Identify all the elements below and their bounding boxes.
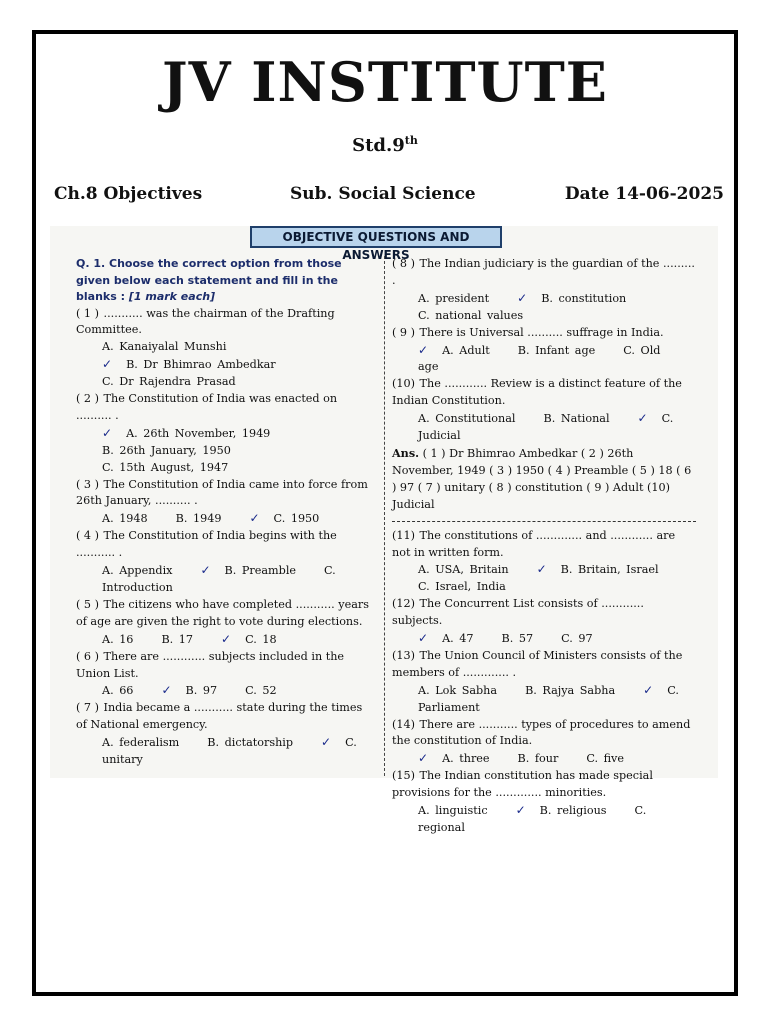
option-row bbox=[392, 579, 696, 596]
institute-title: JV INSTITUTE bbox=[162, 50, 608, 114]
option-text: A. Appendix bbox=[102, 564, 173, 578]
option-row bbox=[76, 356, 372, 374]
scanned-worksheet bbox=[50, 226, 718, 834]
option-text: C. five bbox=[586, 752, 624, 766]
option-row bbox=[392, 802, 696, 837]
option-text: B. religious bbox=[539, 804, 607, 818]
option-text: B. Britain, Israel bbox=[560, 563, 659, 577]
std-text: Std.9 bbox=[352, 135, 405, 156]
option-row bbox=[76, 734, 372, 769]
tick-icon: ✓ bbox=[102, 357, 113, 372]
question-text bbox=[76, 700, 372, 734]
option-text: C. regional bbox=[418, 804, 647, 834]
option bbox=[418, 684, 511, 697]
option-text: A. Lok Sabha bbox=[418, 683, 498, 697]
option-text: B. 1949 bbox=[175, 512, 222, 526]
option bbox=[102, 375, 250, 388]
tick-icon: ✓ bbox=[249, 511, 260, 526]
option bbox=[418, 309, 537, 322]
question-item bbox=[76, 649, 372, 701]
option-text: B. four bbox=[517, 752, 559, 766]
question-number: (10) bbox=[392, 377, 415, 391]
option-text: C. Dr Rajendra Prasad bbox=[102, 375, 236, 389]
tick-icon: ✓ bbox=[418, 631, 429, 646]
option-text: C. unitary bbox=[102, 736, 357, 767]
option-row bbox=[392, 410, 696, 445]
question-item bbox=[392, 648, 696, 717]
option bbox=[517, 292, 640, 305]
question-stem: The Indian judiciary is the guardian of the ......... . bbox=[392, 257, 695, 287]
option bbox=[418, 804, 502, 817]
option-text: C. 97 bbox=[561, 632, 593, 646]
tick-icon: ✓ bbox=[418, 751, 429, 766]
dashed-separator bbox=[392, 521, 696, 522]
question-item bbox=[392, 528, 696, 597]
option-text: A. 1948 bbox=[102, 512, 148, 526]
subject-label: Sub. Social Science bbox=[290, 184, 476, 204]
question-text bbox=[76, 477, 372, 511]
option-text: A. Constitutional bbox=[418, 412, 516, 426]
question-item bbox=[76, 477, 372, 529]
question-item bbox=[76, 306, 372, 392]
question-stem: India became a ........... state during the times of National emergency. bbox=[76, 701, 363, 732]
option-row bbox=[76, 374, 372, 391]
question-stem: The Constitution of India was enacted on .......... . bbox=[76, 392, 338, 422]
question-number: (11) bbox=[392, 528, 415, 542]
option-text: B. dictatorship bbox=[207, 736, 294, 750]
question-item bbox=[392, 256, 696, 325]
option bbox=[418, 563, 523, 576]
option-text: B. constitution bbox=[541, 291, 627, 305]
instruction-heading bbox=[76, 256, 372, 306]
option-text: C. Old age bbox=[418, 343, 661, 374]
std-superscript: th bbox=[404, 134, 418, 147]
question-stem: The citizens who have completed ........... years of age are given the right to vote during elections. bbox=[76, 597, 369, 628]
question-stem: The Union Council of Ministers consists of the members of ............. . bbox=[392, 648, 683, 679]
option-row bbox=[392, 682, 696, 717]
question-item bbox=[76, 597, 372, 649]
question-stem: The ............ Review is a distinct feature of the Indian Constitution. bbox=[392, 377, 682, 408]
option-row bbox=[76, 682, 372, 700]
option-text: B. National bbox=[543, 412, 610, 426]
question-text bbox=[392, 596, 696, 630]
option-row bbox=[76, 425, 372, 443]
standard-label bbox=[36, 134, 734, 156]
option bbox=[102, 633, 147, 646]
question-text bbox=[76, 306, 372, 340]
option-text: B. Preamble bbox=[224, 564, 297, 578]
left-column bbox=[76, 256, 372, 769]
question-item bbox=[392, 376, 696, 445]
question-stem: There are ........... types of procedures to amend the constitution of India. bbox=[392, 717, 691, 748]
question-stem: The constitutions of ............. and ............ are not in written form. bbox=[392, 528, 676, 559]
tick-icon: ✓ bbox=[536, 562, 547, 577]
instruction-text: Q. 1. Choose the correct option from those given below each statement and fill in the blanks : bbox=[76, 257, 342, 303]
question-item bbox=[392, 596, 696, 648]
option bbox=[418, 412, 529, 425]
option-text: A. Kanaiyalal Munshi bbox=[102, 340, 227, 354]
question-number: ( 2 ) bbox=[76, 392, 99, 406]
question-text bbox=[392, 325, 696, 342]
option-text: A. federalism bbox=[102, 736, 180, 750]
question-text bbox=[76, 391, 372, 425]
option-text: B. Rajya Sabha bbox=[525, 683, 616, 697]
option-text: A. three bbox=[442, 752, 490, 766]
option-text: A. 16 bbox=[102, 632, 134, 646]
option-row bbox=[392, 308, 696, 325]
option bbox=[102, 736, 193, 749]
question-item bbox=[76, 391, 372, 477]
option-text: A. 47 bbox=[442, 632, 474, 646]
option bbox=[161, 684, 231, 697]
option-text: C. 18 bbox=[245, 632, 277, 646]
question-stem: The Concurrent List consists of ............ subjects. bbox=[392, 597, 644, 628]
option-text: B. 57 bbox=[501, 632, 534, 646]
question-stem: The Indian constitution has made special provisions for the ............. minorities. bbox=[392, 769, 653, 800]
option bbox=[176, 512, 236, 525]
option-text: C. 1950 bbox=[273, 512, 320, 526]
option bbox=[207, 736, 307, 749]
question-text bbox=[76, 597, 372, 631]
option bbox=[502, 632, 548, 645]
option-text: C. Judicial bbox=[418, 412, 674, 443]
option-row bbox=[392, 290, 696, 308]
option bbox=[525, 684, 629, 697]
option bbox=[518, 344, 609, 357]
option-text: A. president bbox=[418, 291, 490, 305]
option-text: B. 97 bbox=[185, 684, 218, 698]
tick-icon: ✓ bbox=[515, 803, 526, 818]
instruction-marks: [1 mark each] bbox=[128, 290, 216, 303]
tick-icon: ✓ bbox=[418, 342, 429, 357]
tick-icon: ✓ bbox=[321, 735, 332, 750]
question-text bbox=[76, 649, 372, 683]
question-text bbox=[392, 528, 696, 562]
option-row bbox=[392, 342, 696, 377]
date-label: Date 14-06-2025 bbox=[564, 184, 724, 204]
option-text: A. USA, Britain bbox=[418, 563, 509, 577]
option bbox=[102, 444, 245, 457]
option-row bbox=[76, 460, 372, 477]
option bbox=[102, 340, 240, 353]
option-text: A. linguistic bbox=[418, 804, 488, 818]
option bbox=[516, 804, 621, 817]
option bbox=[249, 512, 333, 525]
right-column bbox=[392, 256, 696, 837]
option bbox=[418, 752, 504, 765]
option-text: C. Israel, India bbox=[418, 580, 506, 594]
option bbox=[200, 564, 310, 577]
option-text: C. 15th August, 1947 bbox=[102, 460, 229, 474]
question-number: ( 3 ) bbox=[76, 477, 99, 491]
question-number: ( 6 ) bbox=[76, 649, 99, 663]
option bbox=[102, 564, 186, 577]
question-number: ( 5 ) bbox=[76, 597, 99, 611]
question-stem: ........... was the chairman of the Drafting Committee. bbox=[76, 306, 335, 337]
section-banner: OBJECTIVE QUESTIONS AND ANSWERS bbox=[250, 226, 502, 248]
option-text: A. 66 bbox=[102, 684, 134, 698]
option-text: B. Infant age bbox=[517, 343, 596, 357]
chapter-label: Ch.8 Objectives bbox=[54, 184, 203, 204]
option-row bbox=[76, 443, 372, 460]
option-text: C. Parliament bbox=[418, 683, 679, 714]
option bbox=[102, 684, 147, 697]
option-text: C. national values bbox=[418, 308, 524, 322]
option-row bbox=[392, 630, 696, 648]
option-row bbox=[392, 750, 696, 768]
question-number: (13) bbox=[392, 648, 415, 662]
tick-icon: ✓ bbox=[221, 631, 232, 646]
question-number: ( 4 ) bbox=[76, 529, 99, 543]
option-text: B. Dr Bhimrao Ambedkar bbox=[126, 358, 276, 372]
question-text bbox=[392, 768, 696, 802]
tick-icon: ✓ bbox=[637, 411, 648, 426]
option bbox=[418, 292, 503, 305]
question-item bbox=[392, 768, 696, 837]
right-question-list-b bbox=[392, 528, 696, 837]
option bbox=[543, 412, 623, 425]
option bbox=[518, 752, 573, 765]
option-text: A. 26th November, 1949 bbox=[126, 426, 271, 440]
option bbox=[102, 358, 290, 371]
option bbox=[418, 632, 488, 645]
question-text bbox=[392, 717, 696, 751]
left-question-list bbox=[76, 306, 372, 769]
question-text bbox=[76, 528, 372, 562]
question-number: ( 9 ) bbox=[392, 325, 415, 339]
answer-key bbox=[392, 445, 696, 514]
question-number: (14) bbox=[392, 717, 415, 731]
option-row bbox=[76, 562, 372, 597]
option bbox=[102, 461, 242, 474]
tick-icon: ✓ bbox=[200, 563, 211, 578]
question-number: ( 1 ) bbox=[76, 306, 99, 320]
question-stem: There are ............ subjects included in the Union List. bbox=[76, 649, 345, 680]
option-text: C. 52 bbox=[245, 684, 277, 698]
option-text: B. 17 bbox=[161, 632, 194, 646]
option-row bbox=[76, 510, 372, 528]
question-item bbox=[392, 717, 696, 769]
question-number: (15) bbox=[392, 769, 415, 783]
option bbox=[102, 512, 162, 525]
option bbox=[537, 563, 673, 576]
option-row bbox=[392, 561, 696, 579]
tick-icon: ✓ bbox=[643, 682, 654, 697]
tick-icon: ✓ bbox=[102, 425, 113, 440]
answer-text: ( 1 ) Dr Bhimrao Ambedkar ( 2 ) 26th November, 1949 ( 3 ) 1950 ( 4 ) Preamble ( 5 ) 18 ( 6 ) 97 ( 7 ) unitary ( 8 ) constitution ( 9 ) Adult (10) Judicial bbox=[392, 446, 692, 511]
option-text: A. Adult bbox=[442, 343, 490, 357]
option bbox=[561, 632, 607, 645]
question-item bbox=[76, 528, 372, 597]
question-stem: The Constitution of India came into force from 26th January, .......... . bbox=[76, 477, 368, 508]
option-text: C. Introduction bbox=[102, 564, 336, 594]
option bbox=[586, 752, 638, 765]
question-stem: The Constitution of India begins with the ........... . bbox=[76, 529, 337, 560]
option bbox=[221, 633, 291, 646]
tick-icon: ✓ bbox=[517, 290, 528, 305]
question-number: (12) bbox=[392, 597, 415, 611]
question-text bbox=[392, 648, 696, 682]
option-row bbox=[76, 339, 372, 356]
column-divider bbox=[384, 256, 386, 776]
option bbox=[102, 427, 284, 440]
option bbox=[418, 580, 520, 593]
page-frame bbox=[32, 30, 738, 996]
tick-icon: ✓ bbox=[161, 683, 172, 698]
question-stem: There is Universal .......... suffrage in India. bbox=[416, 325, 664, 339]
question-text bbox=[392, 256, 696, 290]
option bbox=[245, 684, 291, 697]
question-item bbox=[392, 325, 696, 377]
question-number: ( 8 ) bbox=[392, 257, 415, 270]
question-number: ( 7 ) bbox=[76, 701, 99, 715]
question-text bbox=[392, 376, 696, 410]
option bbox=[418, 344, 504, 357]
question-item bbox=[76, 700, 372, 769]
option-text: B. 26th January, 1950 bbox=[102, 443, 231, 457]
answer-label: Ans. bbox=[392, 445, 420, 460]
right-question-list-a bbox=[392, 256, 696, 445]
option bbox=[161, 633, 207, 646]
option-row bbox=[76, 631, 372, 649]
